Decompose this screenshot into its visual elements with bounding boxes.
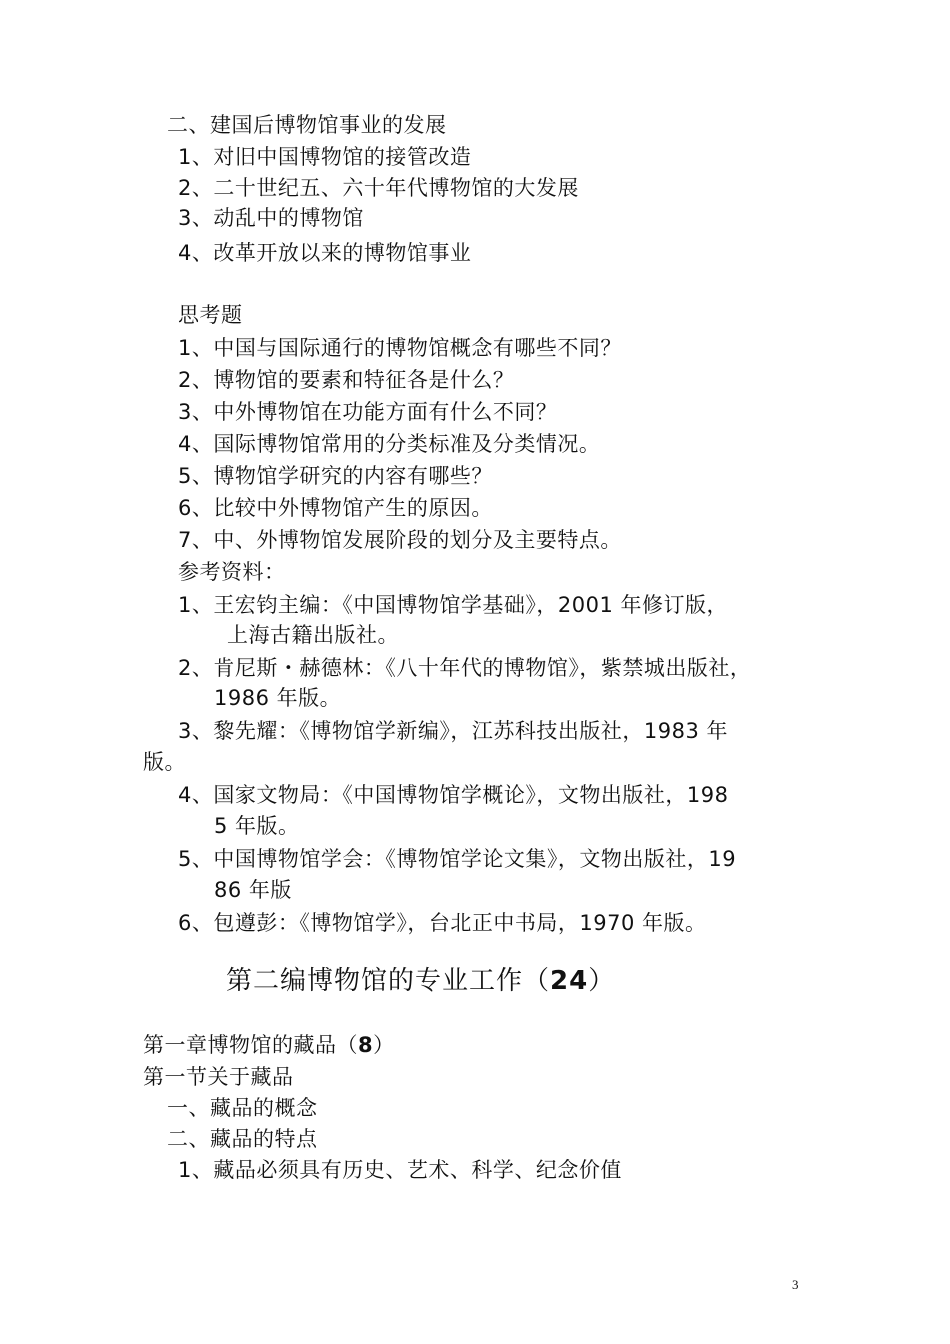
page-number: 3: [792, 1277, 799, 1292]
chapter-title-text: 第一章博物馆的藏品（: [143, 1033, 358, 1057]
reference-item-continuation: 版。: [143, 750, 186, 774]
section-heading: 二、建国后博物馆事业的发展: [167, 113, 447, 137]
questions-heading: 思考题: [178, 303, 243, 327]
part-title-close: ）: [588, 966, 616, 996]
section-title: 第一节关于藏品: [143, 1065, 294, 1089]
reference-item: 2、肯尼斯・赫德林：《八十年代的博物馆》，紫禁城出版社，: [178, 656, 752, 680]
reference-item: 3、黎先耀：《博物馆学新编》，江苏科技出版社，1983 年: [178, 719, 728, 743]
reference-item-continuation: 5 年版。: [214, 814, 300, 838]
reference-item: 5、中国博物馆学会：《博物馆学论文集》，文物出版社，19: [178, 847, 737, 871]
list-item: 2、二十世纪五、六十年代博物馆的大发展: [178, 176, 579, 200]
question-item: 6、比较中外博物馆产生的原因。: [178, 496, 493, 520]
reference-item: 4、国家文物局：《中国博物馆学概论》，文物出版社，198: [178, 783, 729, 807]
reference-item-continuation: 上海古籍出版社。: [227, 623, 399, 647]
question-item: 1、中国与国际通行的博物馆概念有哪些不同？: [178, 336, 622, 360]
part-title-text: 第二编博物馆的专业工作（: [226, 966, 551, 996]
list-item: 1、藏品必须具有历史、艺术、科学、纪念价值: [178, 1158, 622, 1182]
question-item: 3、中外博物馆在功能方面有什么不同？: [178, 400, 558, 424]
list-item: 4、改革开放以来的博物馆事业: [178, 241, 472, 265]
part-title: [226, 965, 615, 997]
chapter-title-close: ）: [373, 1033, 395, 1057]
reference-item-continuation: 86 年版: [214, 878, 292, 902]
subsection-title: 一、藏品的概念: [167, 1096, 318, 1120]
reference-item-continuation: 1986 年版。: [214, 686, 342, 710]
question-item: 2、博物馆的要素和特征各是什么？: [178, 368, 515, 392]
list-item: 1、对旧中国博物馆的接管改造: [178, 145, 472, 169]
list-item: 3、动乱中的博物馆: [178, 206, 364, 230]
reference-item: 1、王宏钧主编：《中国博物馆学基础》，2001 年修订版，: [178, 593, 728, 617]
question-item: 4、国际博物馆常用的分类标准及分类情况。: [178, 432, 601, 456]
part-title-number: 24: [550, 966, 589, 996]
question-item: 7、中、外博物馆发展阶段的划分及主要特点。: [178, 528, 622, 552]
references-heading: 参考资料：: [178, 560, 286, 584]
question-item: 5、博物馆学研究的内容有哪些？: [178, 464, 493, 488]
chapter-title: [143, 1032, 395, 1058]
subsection-title: 二、藏品的特点: [167, 1127, 318, 1151]
reference-item: 6、包遵彭：《博物馆学》，台北正中书局，1970 年版。: [178, 911, 707, 935]
chapter-title-number: 8: [358, 1033, 374, 1057]
